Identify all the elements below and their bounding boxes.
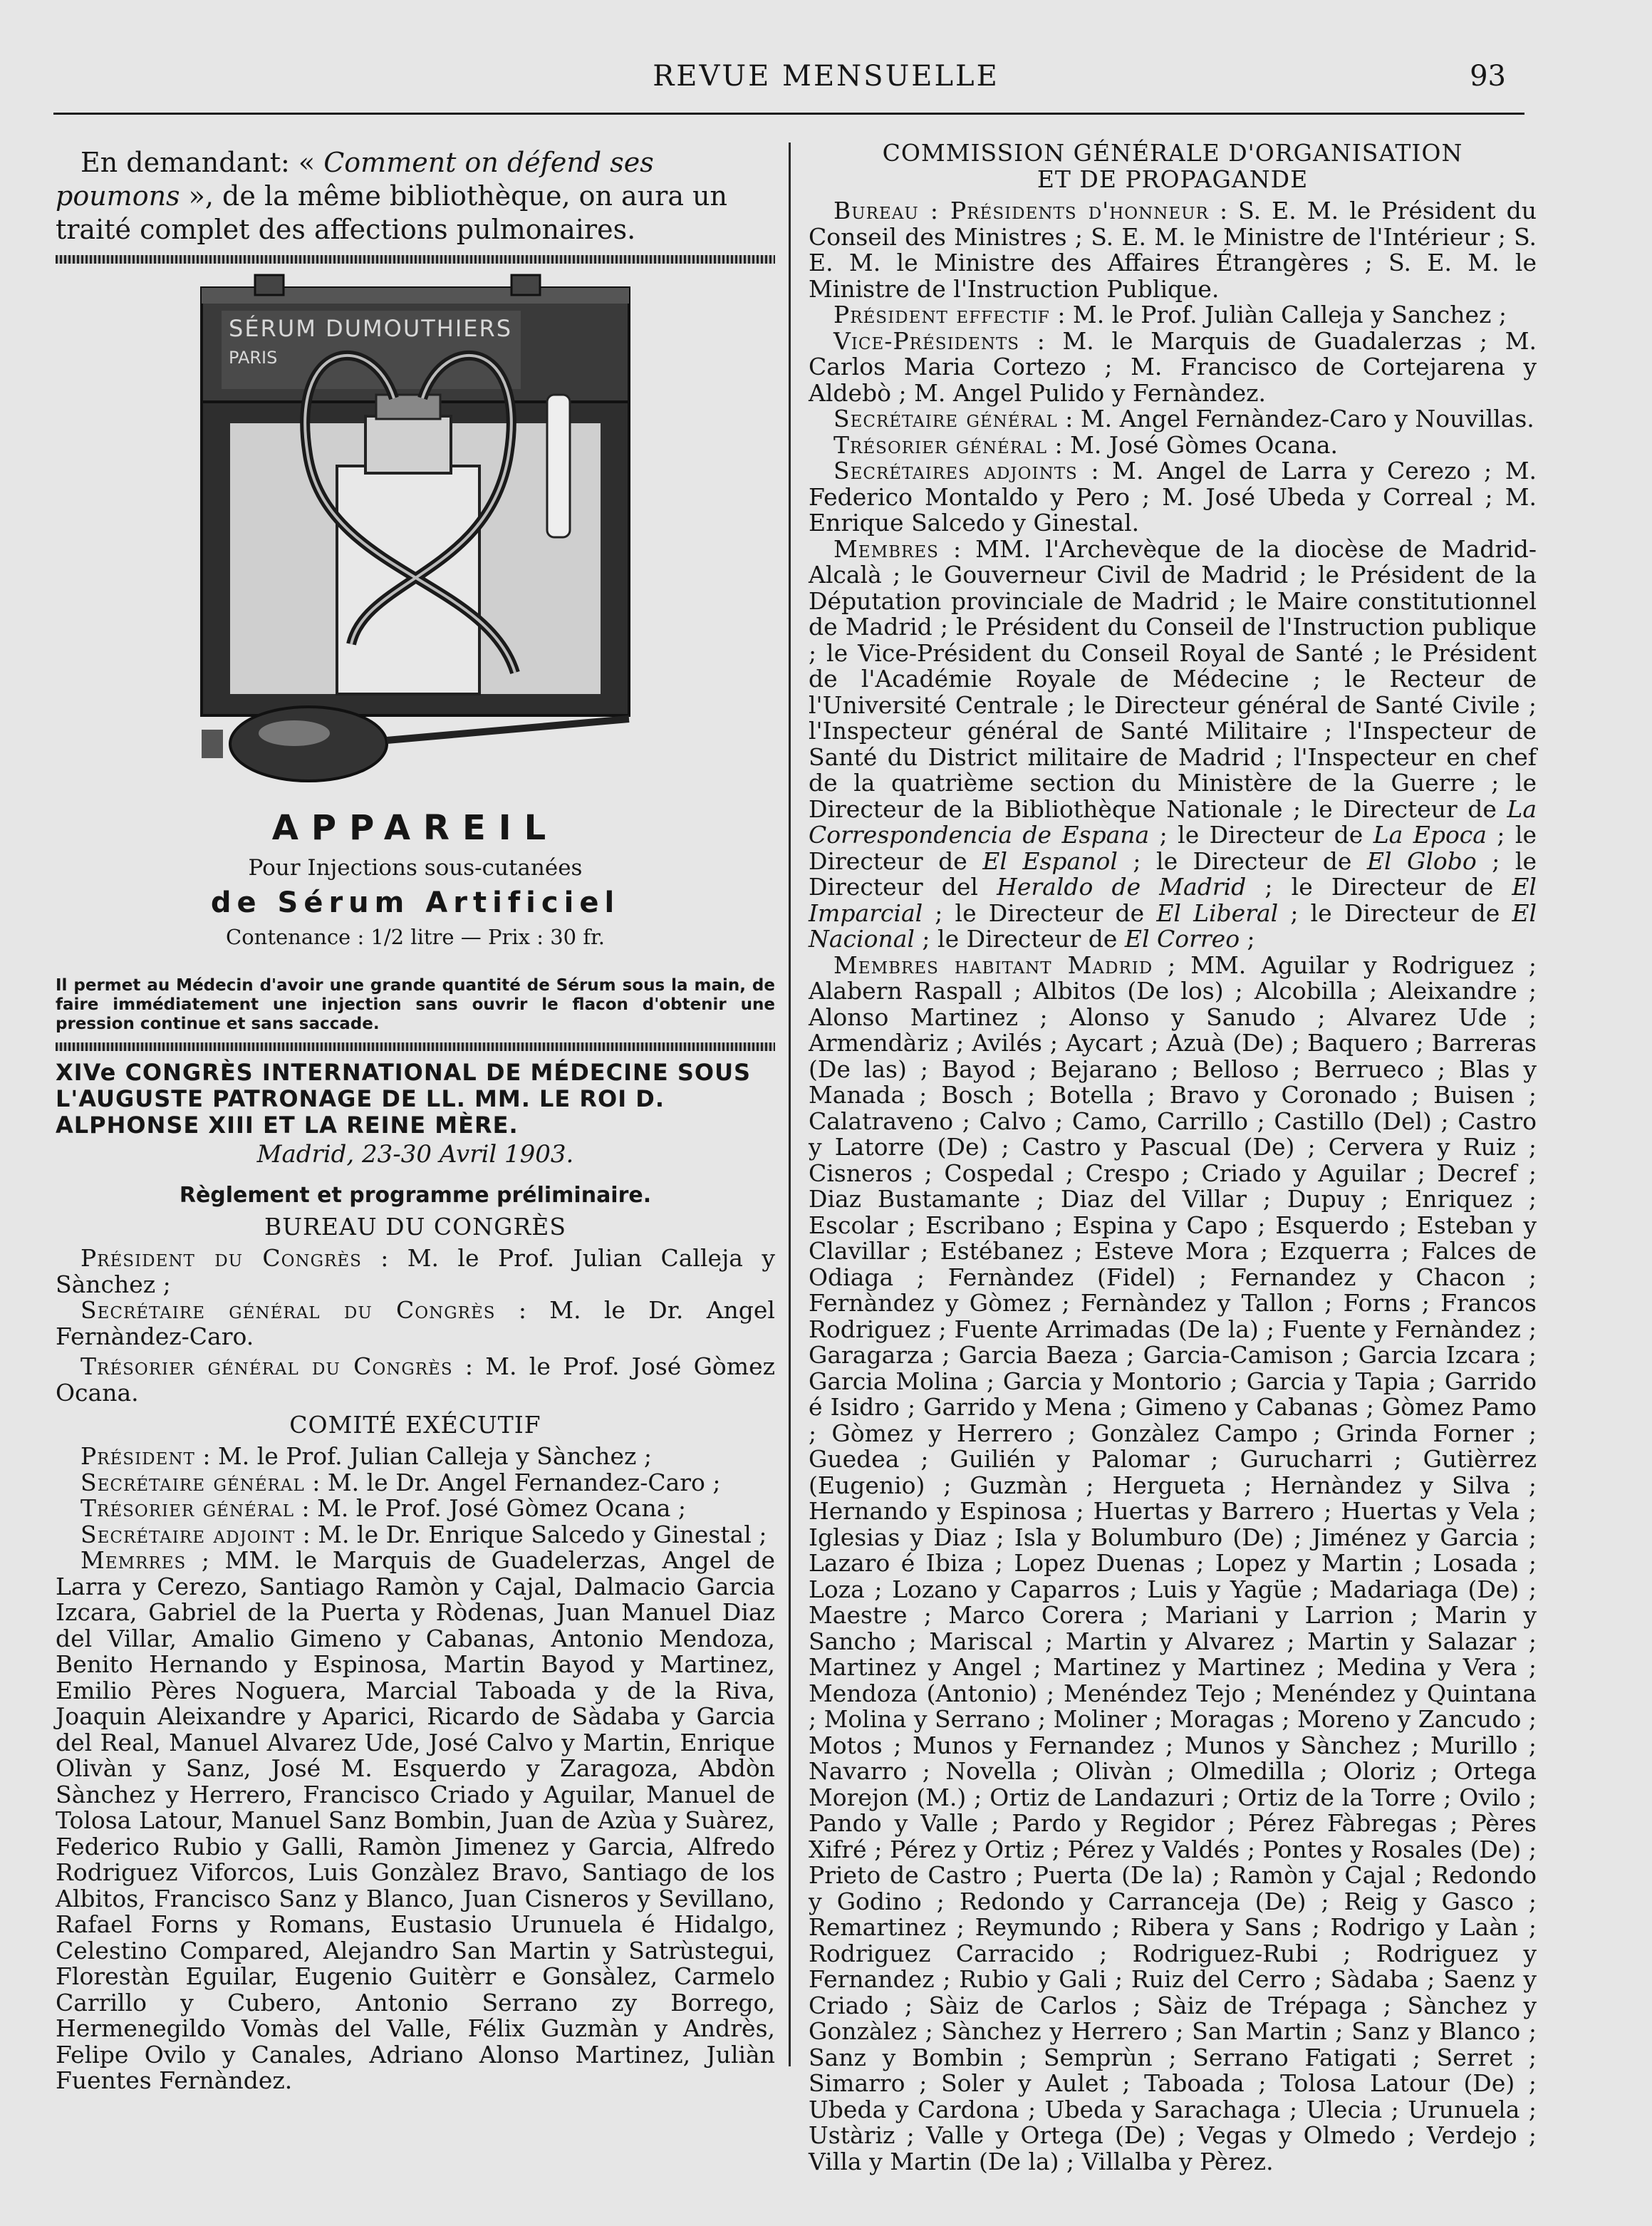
congress-title: XIVe CONGRÈS INTERNATIONAL DE MÉDECINE SOUS L'AUGUSTE PATRONAGE DE LL. MM. LE ROI D. ALPHONSE XIII ET LA REINE MÈRE. — [56, 1059, 752, 1139]
page-number: 93 — [1470, 60, 1506, 93]
left-column — [56, 146, 775, 2094]
commission-membres: Membres : MM. l'Archevèque de la diocèse de Madrid-Alcalà ; le Gouverneur Civil de Madrid ; le Président de la Députation provinciale de Madrid ; le Maire constitutionnel de Madrid ; le Président du Conseil de l'Instruction publique ; le Vice-Président du Conseil Royal de Santé ; le Président de l'Académie Royale de Médecine ; le Recteur de l'Université Centrale ; le Directeur général de Santé Civile ; l'Inspecteur général de Santé Militaire ; l'Inspecteur de Santé du District militaire de Madrid ; l'Inspecteur en chef de la quatrième section du Ministère de la Guerre ; le Directeur de la Bibliothèque Nationale ; le Directeur de La Correspondencia de Espana ; le Directeur de La Epoca ; le Directeur de El Espanol ; le Directeur de El Globo ; le Directeur del Heraldo de Madrid ; le Directeur de El Imparcial ; le Directeur de El Liberal ; le Directeur de El Nacional ; le Directeur de El Correo ; — [809, 534, 1537, 953]
commission-vice-presidents: Vice-Présidents : M. le Marquis de Guadalerzas ; M. Carlos Maria Cortezo ; M. Francisco de Cortejarena y Aldebò ; M. Angel Pulido y Fernàndez. — [809, 326, 1537, 407]
intro-text-1: En demandant: « — [80, 147, 324, 178]
ad-note: Il permet au Médecin d'avoir une grande quantité de Sérum sous la main, de faire immédiatement une injection sans ouvrir le flacon d'obtenir une pression continue et sans saccade. — [56, 976, 775, 1033]
comite-adjoint: Secrétaire adjoint : M. le Dr. Enrique Salcedo y Ginestal ; — [80, 1520, 767, 1548]
ad-capacity-price: Contenance : 1/2 litre — Prix : 30 fr. — [226, 925, 605, 949]
right-column — [809, 140, 1537, 2175]
commission-membres-madrid: Membres habitant Madrid ; MM. Aguilar y Rodriguez ; Alabern Raspall ; Albitos (De los) ; Alcobilla ; Aleixandre ; Alonso Martinez ; Alonso y Sanudo ; Alvarez Ude ; Armendàriz ; Avilés ; Aycart ; Azuà (De) ; Baquero ; Barreras (De las) ; Bayod ; Bejarano ; Belloso ; Berrueco ; Blas y Manada ; Bosch ; Botella ; Bravo y Coronado ; Buisen ; Calatraveno ; Calvo ; Camo, Carrillo ; Castillo (Del) ; Castro y Latorre (De) ; Castro y Pascual (De) ; Cervera y Ruiz ; Cisneros ; Cospedal ; Crespo ; Criado y Aguilar ; Decref ; Diaz Bustamante ; Diaz del Villar ; Dupuy ; Enriquez ; Escolar ; Escribano ; Espina y Capo ; Esquerdo ; Esteban y Clavillar ; Estébanez ; Esteve Mora ; Ezquerra ; Falces de Odiaga ; Fernàndez (Fidel) ; Fernandez y Chacon ; Fernàndez y Gòmez ; Fernàndez y Tallon ; Forns ; Francos Rodriguez ; Fuente Arrimadas (De la) ; Fuente y Fernàndez ; Garagarza ; Garcia Baeza ; Garcia-Camison ; Garcia Izcara ; Garcia Molina ; Garcia y Montorio ; Garcia y Tapia ; Garrido é Isidro ; Garrido y Mena ; Gimeno y Cabanas ; Gòmez Pamo ; Gòmez y Herrero ; Gonzàlez Campo ; Grinda Forner ; Guedea ; Guilién y Palomar ; Gurucharri ; Gutièrrez (Eugenio) ; Guzmàn ; Hergueta ; Hernàndez y Silva ; Hernando y Espinosa ; Huertas y Barrero ; Huertas y Vela ; Iglesias y Diaz ; Isla y Bolumburo (De) ; Jiménez y Garcia ; Lazaro é Ibiza ; Lopez Duenas ; Lopez y Martin ; Losada ; Loza ; Lozano y Caparros ; Luis y Yagüe ; Madariaga (De) ; Maestre ; Marco Corera ; Mariani y Larrion ; Marin y Sancho ; Mariscal ; Martin y Alvarez ; Martin y Salazar ; Martinez y Angel ; Martinez y Martinez ; Medina y Vera ; Mendoza (Antonio) ; Menéndez Tejo ; Menéndez y Quintana ; Molina y Serrano ; Moliner ; Moragas ; Moreno y Zancudo ; Motos ; Munos y Fernandez ; Munos y Sànchez ; Murillo ; Navarro ; Novella ; Olivàn ; Olmedilla ; Oloriz ; Ortega Morejon (M.) ; Ortiz de Landazuri ; Ortiz de la Torre ; Ovilo ; Pando y Valle ; Pardo y Regidor ; Pérez Fàbregas ; Pères Xifré ; Pérez y Ortiz ; Pérez y Valdés ; Pontes y Rosales (De) ; Prieto de Castro ; Puerta (De la) ; Ramòn y Cajal ; Redondo y Godino ; Redondo y Carranceja (De) ; Reig y Gasco ; Remartinez ; Reymundo ; Ribera y Sans ; Rodrigo y Laàn ; Rodriguez Carracido ; Rodriguez-Rubi ; Rodriguez y Fernandez ; Rubio y Gali ; Ruiz del Cerro ; Sàdaba ; Saenz y Criado ; Sàiz de Carlos ; Sàiz de Trépaga ; Sànchez y Gonzàlez ; Sànchez y Herrero ; San Martin ; Sanz y Blanco ; Sanz y Bombin ; Semprùn ; Serrano Fatigati ; Serret ; Simarro ; Soler y Aulet ; Taboada ; Tolosa Latour (De) ; Ubeda y Cardona ; Ubeda y Sarachaga ; Ulecia ; Urunuela ; Ustàriz ; Valle y Ortega (De) ; Vegas y Olmedo ; Verdejo ; Villa y Martin (De la) ; Villalba y Pèrez. — [809, 951, 1537, 2175]
congress-date: Madrid, 23-30 Avril 1903. — [256, 1140, 574, 1169]
journal-title: REVUE MENSUELLE — [653, 60, 999, 93]
comite-heading: COMITÉ EXÉCUTIF — [289, 1411, 541, 1439]
commission-president-effectif: Président effectif : M. le Prof. Juliàn Calleja y Sanchez ; — [833, 301, 1507, 328]
bureau-president: Président du Congrès : M. le Prof. Julian Calleja y Sànchez ; — [56, 1244, 775, 1298]
advertisement — [56, 274, 775, 1034]
comite-membres: Memrres ; MM. le Marquis de Guadelerzas, Angel de Larra y Cerezo, Santiago Ramòn y Cajal, Dalmacio Garcia Izcara, Gabriel de la Puerta y Ròdenas, Juan Manuel Diaz del Villar, Amalio Gimeno y Cabanas, Antonio Mendoza, Benito Hernando y Espinosa, Martin Bayod y Martinez, Emilio Pères Noguera, Marcial Taboada y de la Riva, Joaquin Aleixandre y Aparici, Ricardo de Sàdaba y Garcia del Real, Manuel Alvarez Ude, José Calvo y Martin, Enrique Olivàn y Sanz, José M. Esquerdo y Zaragoza, Abdòn Sànchez y Herrero, Francisco Criado y Aguilar, Manuel de Tolosa Latour, Manuel Sanz Bombin, Juan de Azùa y Suàrez, Federico Rubio y Galli, Ramòn Jimenez y Garcia, Alfredo Rodriguez Viforcos, Luis Gonzàlez Bravo, Santiago de los Albitos, Francisco Sanz y Blanco, Juan Cisneros y Sevillano, Rafael Forns y Romans, Eustasio Urunuela é Hidalgo, Celestino Compared, Alejandro San Martin y Satrùstegui, Florestàn Eguilar, Eugenio Guitèrr e Gonsàlez, Carmelo Carrillo y Cubero, Antonio Serrano zy Borrego, Hermenegildo Vomàs del Valle, Félix Guzmàn y Andrès, Felipe Ovilo y Canales, Adriano Alonso Martinez, Juliàn Fuentes Fernàndez. — [56, 1546, 775, 2094]
column-divider — [789, 143, 791, 2066]
comite-tresorier: Trésorier général : M. le Prof. José Gòmez Ocana ; — [80, 1494, 687, 1522]
bureau-tresorier: Trésorier général du Congrès : M. le Prof. José Gòmez Ocana. — [56, 1352, 775, 1407]
commission-heading-1: COMMISSION GÉNÉRALE D'ORGANISATION — [882, 139, 1463, 167]
intro-text-2: », de la même bibliothèque, on aura un traité complet des affections pulmonaires. — [56, 180, 728, 245]
box-label-2: PARIS — [229, 348, 278, 368]
bureau-secretaire: Secrétaire général du Congrès : M. le Dr. Angel Fernàndez-Caro. — [56, 1296, 775, 1350]
box-label-1: SÉRUM DUMOUTHIERS — [229, 315, 513, 342]
hatched-rule — [56, 1042, 775, 1051]
comite-secretaire: Secrétaire général : M. le Dr. Angel Fernandez-Caro ; — [80, 1468, 721, 1496]
header-rule — [53, 113, 1524, 115]
ad-serum-line: de Sérum Artificiel — [210, 886, 620, 919]
commission-tresorier: Trésorier général : M. José Gòmes Ocana. — [833, 430, 1339, 459]
hatched-rule — [56, 255, 775, 264]
commission-secretaire-general: Secrétaire général : M. Angel Fernàndez-Caro y Nouvillas. — [833, 405, 1534, 433]
intro-paragraph — [56, 146, 775, 247]
bureau-heading: BUREAU DU CONGRÈS — [264, 1213, 566, 1241]
intro-book-title: Comment on défend ses poumons — [56, 147, 654, 212]
commission-heading-2: ET DE PROPAGANDE — [1037, 165, 1309, 193]
ad-title: APPAREIL — [271, 808, 559, 848]
serum-apparatus-illustration — [187, 274, 643, 801]
commission-secretaires-adjoints: Secrétaires adjoints : M. Angel de Larra y Cerezo ; M. Federico Montaldo y Pero ; M. José Ubeda y Correal ; M. Enrique Salcedo y Ginestal. — [809, 457, 1537, 537]
comite-president: Président : M. le Prof. Julian Calleja y Sànchez ; — [80, 1442, 653, 1470]
reglement-heading: Règlement et programme préliminaire. — [179, 1183, 652, 1208]
ad-subtitle: Pour Injections sous-cutanées — [248, 855, 583, 881]
commission-bureau: Bureau : Présidents d'honneur : S. E. M. le Président du Conseil des Ministres ; S. E. M. le Ministre de l'Intérieur ; S. E. M. le Ministre des Affaires Étrangères ; S. E. M. le Ministre de l'Instruction Publique. — [809, 197, 1537, 303]
